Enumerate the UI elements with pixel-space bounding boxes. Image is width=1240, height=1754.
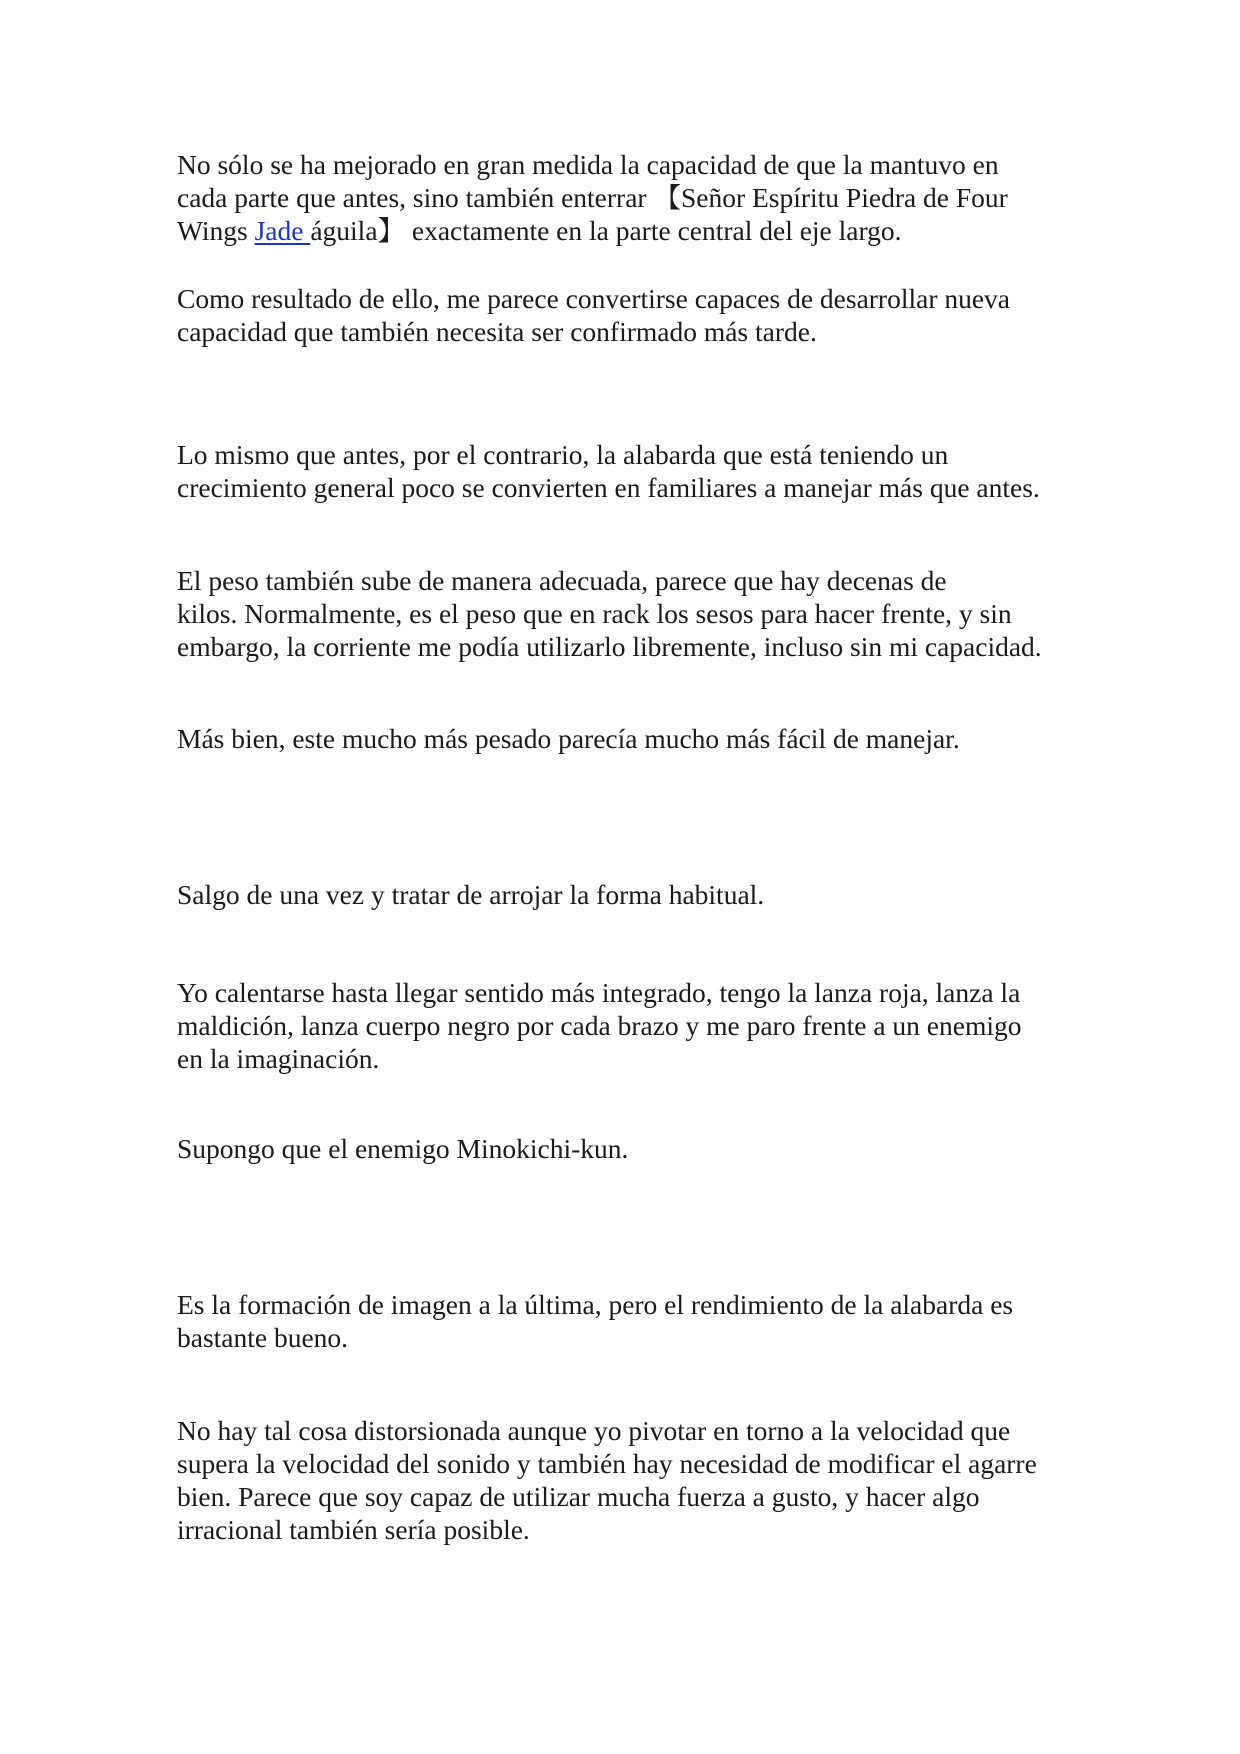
- paragraph-1: [177, 148, 1077, 247]
- paragraph-5: [177, 722, 1077, 755]
- paragraph-line: El peso también sube de manera adecuada, parece que hay decenas de: [177, 565, 947, 596]
- paragraph-8: [177, 1132, 1077, 1165]
- paragraph-line: No sólo se ha mejorado en gran medida la capacidad de que la mantuvo en: [177, 149, 999, 180]
- line-text-before-link: Wings: [177, 215, 255, 246]
- paragraph-line: crecimiento general poco se convierten en familiares a manejar más que antes.: [177, 472, 1040, 503]
- jade-link[interactable]: Jade: [254, 215, 311, 246]
- paragraph-line: No hay tal cosa distorsionada aunque yo pivotar en torno a la velocidad que: [177, 1415, 1011, 1446]
- paragraph-line: capacidad que también necesita ser confirmado más tarde.: [177, 316, 817, 347]
- paragraph-line: kilos. Normalmente, es el peso que en rack los sesos para hacer frente, y sin: [177, 598, 1012, 629]
- paragraph-9: [177, 1288, 1077, 1354]
- line-text-after-link: águila】 exactamente en la parte central del eje largo.: [310, 215, 902, 246]
- paragraph-line: Más bien, este mucho más pesado parecía mucho más fácil de manejar.: [177, 723, 960, 754]
- paragraph-6: [177, 878, 1077, 911]
- paragraph-line: supera la velocidad del sonido y también hay necesidad de modificar el agarre: [177, 1448, 1037, 1479]
- paragraph-line: Supongo que el enemigo Minokichi-kun.: [177, 1133, 629, 1164]
- paragraph-line: Yo calentarse hasta llegar sentido más integrado, tengo la lanza roja, lanza la: [177, 977, 1021, 1008]
- paragraph-line: irracional también sería posible.: [177, 1514, 530, 1545]
- paragraph-2: [177, 282, 1077, 348]
- paragraph-line: Es la formación de imagen a la última, pero el rendimiento de la alabarda es: [177, 1289, 1014, 1320]
- paragraph-line: embargo, la corriente me podía utilizarlo libremente, incluso sin mi capacidad.: [177, 631, 1042, 662]
- paragraph-3: [177, 438, 1077, 504]
- paragraph-line: cada parte que antes, sino también enterrar 【Señor Espíritu Piedra de Four: [177, 182, 1008, 213]
- paragraph-10: [177, 1414, 1077, 1546]
- paragraph-line: [177, 214, 1077, 247]
- paragraph-4: [177, 564, 1077, 663]
- paragraph-line: Lo mismo que antes, por el contrario, la alabarda que está teniendo un: [177, 439, 949, 470]
- paragraph-line: en la imaginación.: [177, 1043, 380, 1074]
- paragraph-line: maldición, lanza cuerpo negro por cada brazo y me paro frente a un enemigo: [177, 1010, 1022, 1041]
- paragraph-line: Como resultado de ello, me parece convertirse capaces de desarrollar nueva: [177, 283, 1011, 314]
- paragraph-line: bastante bueno.: [177, 1322, 349, 1353]
- paragraph-line: bien. Parece que soy capaz de utilizar mucha fuerza a gusto, y hacer algo: [177, 1481, 980, 1512]
- paragraph-line: Salgo de una vez y tratar de arrojar la forma habitual.: [177, 879, 765, 910]
- paragraph-7: [177, 976, 1077, 1075]
